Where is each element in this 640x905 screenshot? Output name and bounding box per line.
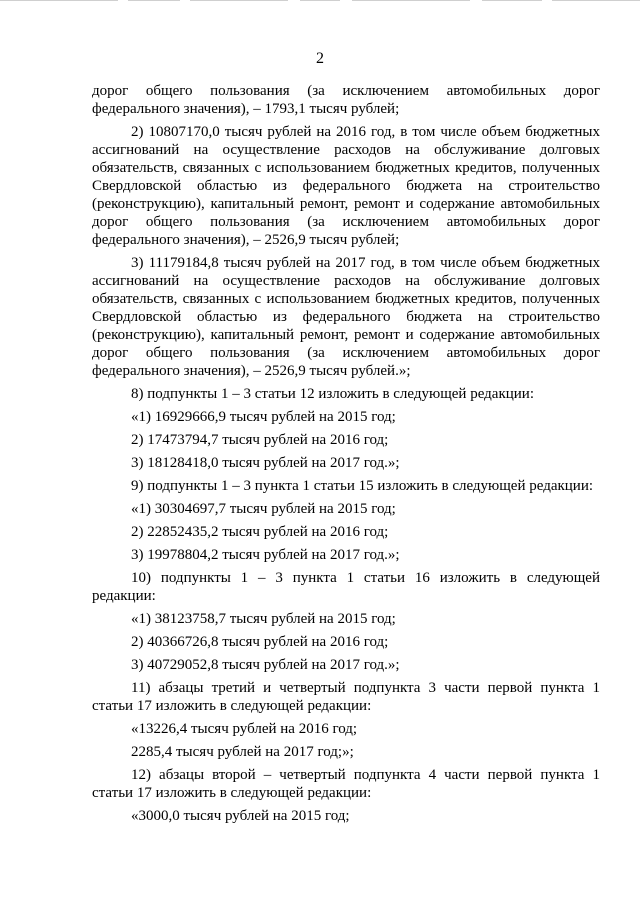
paragraph: 3) 19978804,2 тысяч рублей на 2017 год.»;: [131, 547, 400, 563]
paragraph: «1) 30304697,7 тысяч рублей на 2015 год;: [131, 501, 396, 517]
paragraph: «13226,4 тысяч рублей на 2016 год;: [131, 721, 358, 737]
paragraph: 8) подпункты 1 – 3 статьи 12 изложить в следующей редакции:: [131, 386, 534, 402]
paragraph: 2) 40366726,8 тысяч рублей на 2016 год;: [131, 634, 389, 650]
paragraph: 3) 40729052,8 тысяч рублей на 2017 год.»;: [131, 657, 400, 673]
paragraph: дорог общего пользования (за исключением автомобильных дорог федерального значения), – 1793,1 тысяч рублей;: [92, 83, 600, 117]
top-edge-marks: [0, 0, 640, 3]
page-number: 2: [316, 50, 324, 67]
paragraph: 2) 10807170,0 тысяч рублей на 2016 год, в том числе объем бюджетных ассигнований на осуществление расходов на обслуживание долговых обязательств, связанных с использованием бюджетных кредитов, полученных Свердловской областью из федерального бюджета на строительство (реконструкцию), капитальный ремонт, ремонт и содержание автомобильных дорог общего пользования (за исключением автомобильных дорог федерального значения), – 2526,9 тысяч рублей;: [92, 124, 600, 248]
paragraph: 2) 17473794,7 тысяч рублей на 2016 год;: [131, 432, 389, 448]
paragraph: 9) подпункты 1 – 3 пункта 1 статьи 15 изложить в следующей редакции:: [131, 478, 594, 494]
paragraph: «1) 16929666,9 тысяч рублей на 2015 год;: [131, 409, 396, 425]
paragraph: 12) абзацы второй – четвертый подпункта 4 части первой пункта 1 статьи 17 изложить в следующей редакции:: [92, 767, 600, 801]
paragraph: 3) 11179184,8 тысяч рублей на 2017 год, в том числе объем бюджетных ассигнований на осуществление расходов на обслуживание долговых обязательств, связанных с использованием бюджетных кредитов, полученных Свердловской областью из федерального бюджета на строительство (реконструкцию), капитальный ремонт, ремонт и содержание автомобильных дорог общего пользования (за исключением автомобильных дорог федерального значения), – 2526,9 тысяч рублей.»;: [92, 255, 600, 379]
paragraph: «1) 38123758,7 тысяч рублей на 2015 год;: [131, 611, 396, 627]
paragraph: 10) подпункты 1 – 3 пункта 1 статьи 16 изложить в следующей редакции:: [92, 570, 600, 604]
paragraph: 2) 22852435,2 тысяч рублей на 2016 год;: [131, 524, 389, 540]
paragraph: «3000,0 тысяч рублей на 2015 год;: [131, 808, 350, 824]
paragraph: 3) 18128418,0 тысяч рублей на 2017 год.»;: [131, 455, 400, 471]
paragraph: 2285,4 тысяч рублей на 2017 год;»;: [131, 744, 354, 760]
document-body: [92, 82, 600, 830]
paragraph: 11) абзацы третий и четвертый подпункта 3 части первой пункта 1 статьи 17 изложить в следующей редакции:: [92, 680, 600, 714]
